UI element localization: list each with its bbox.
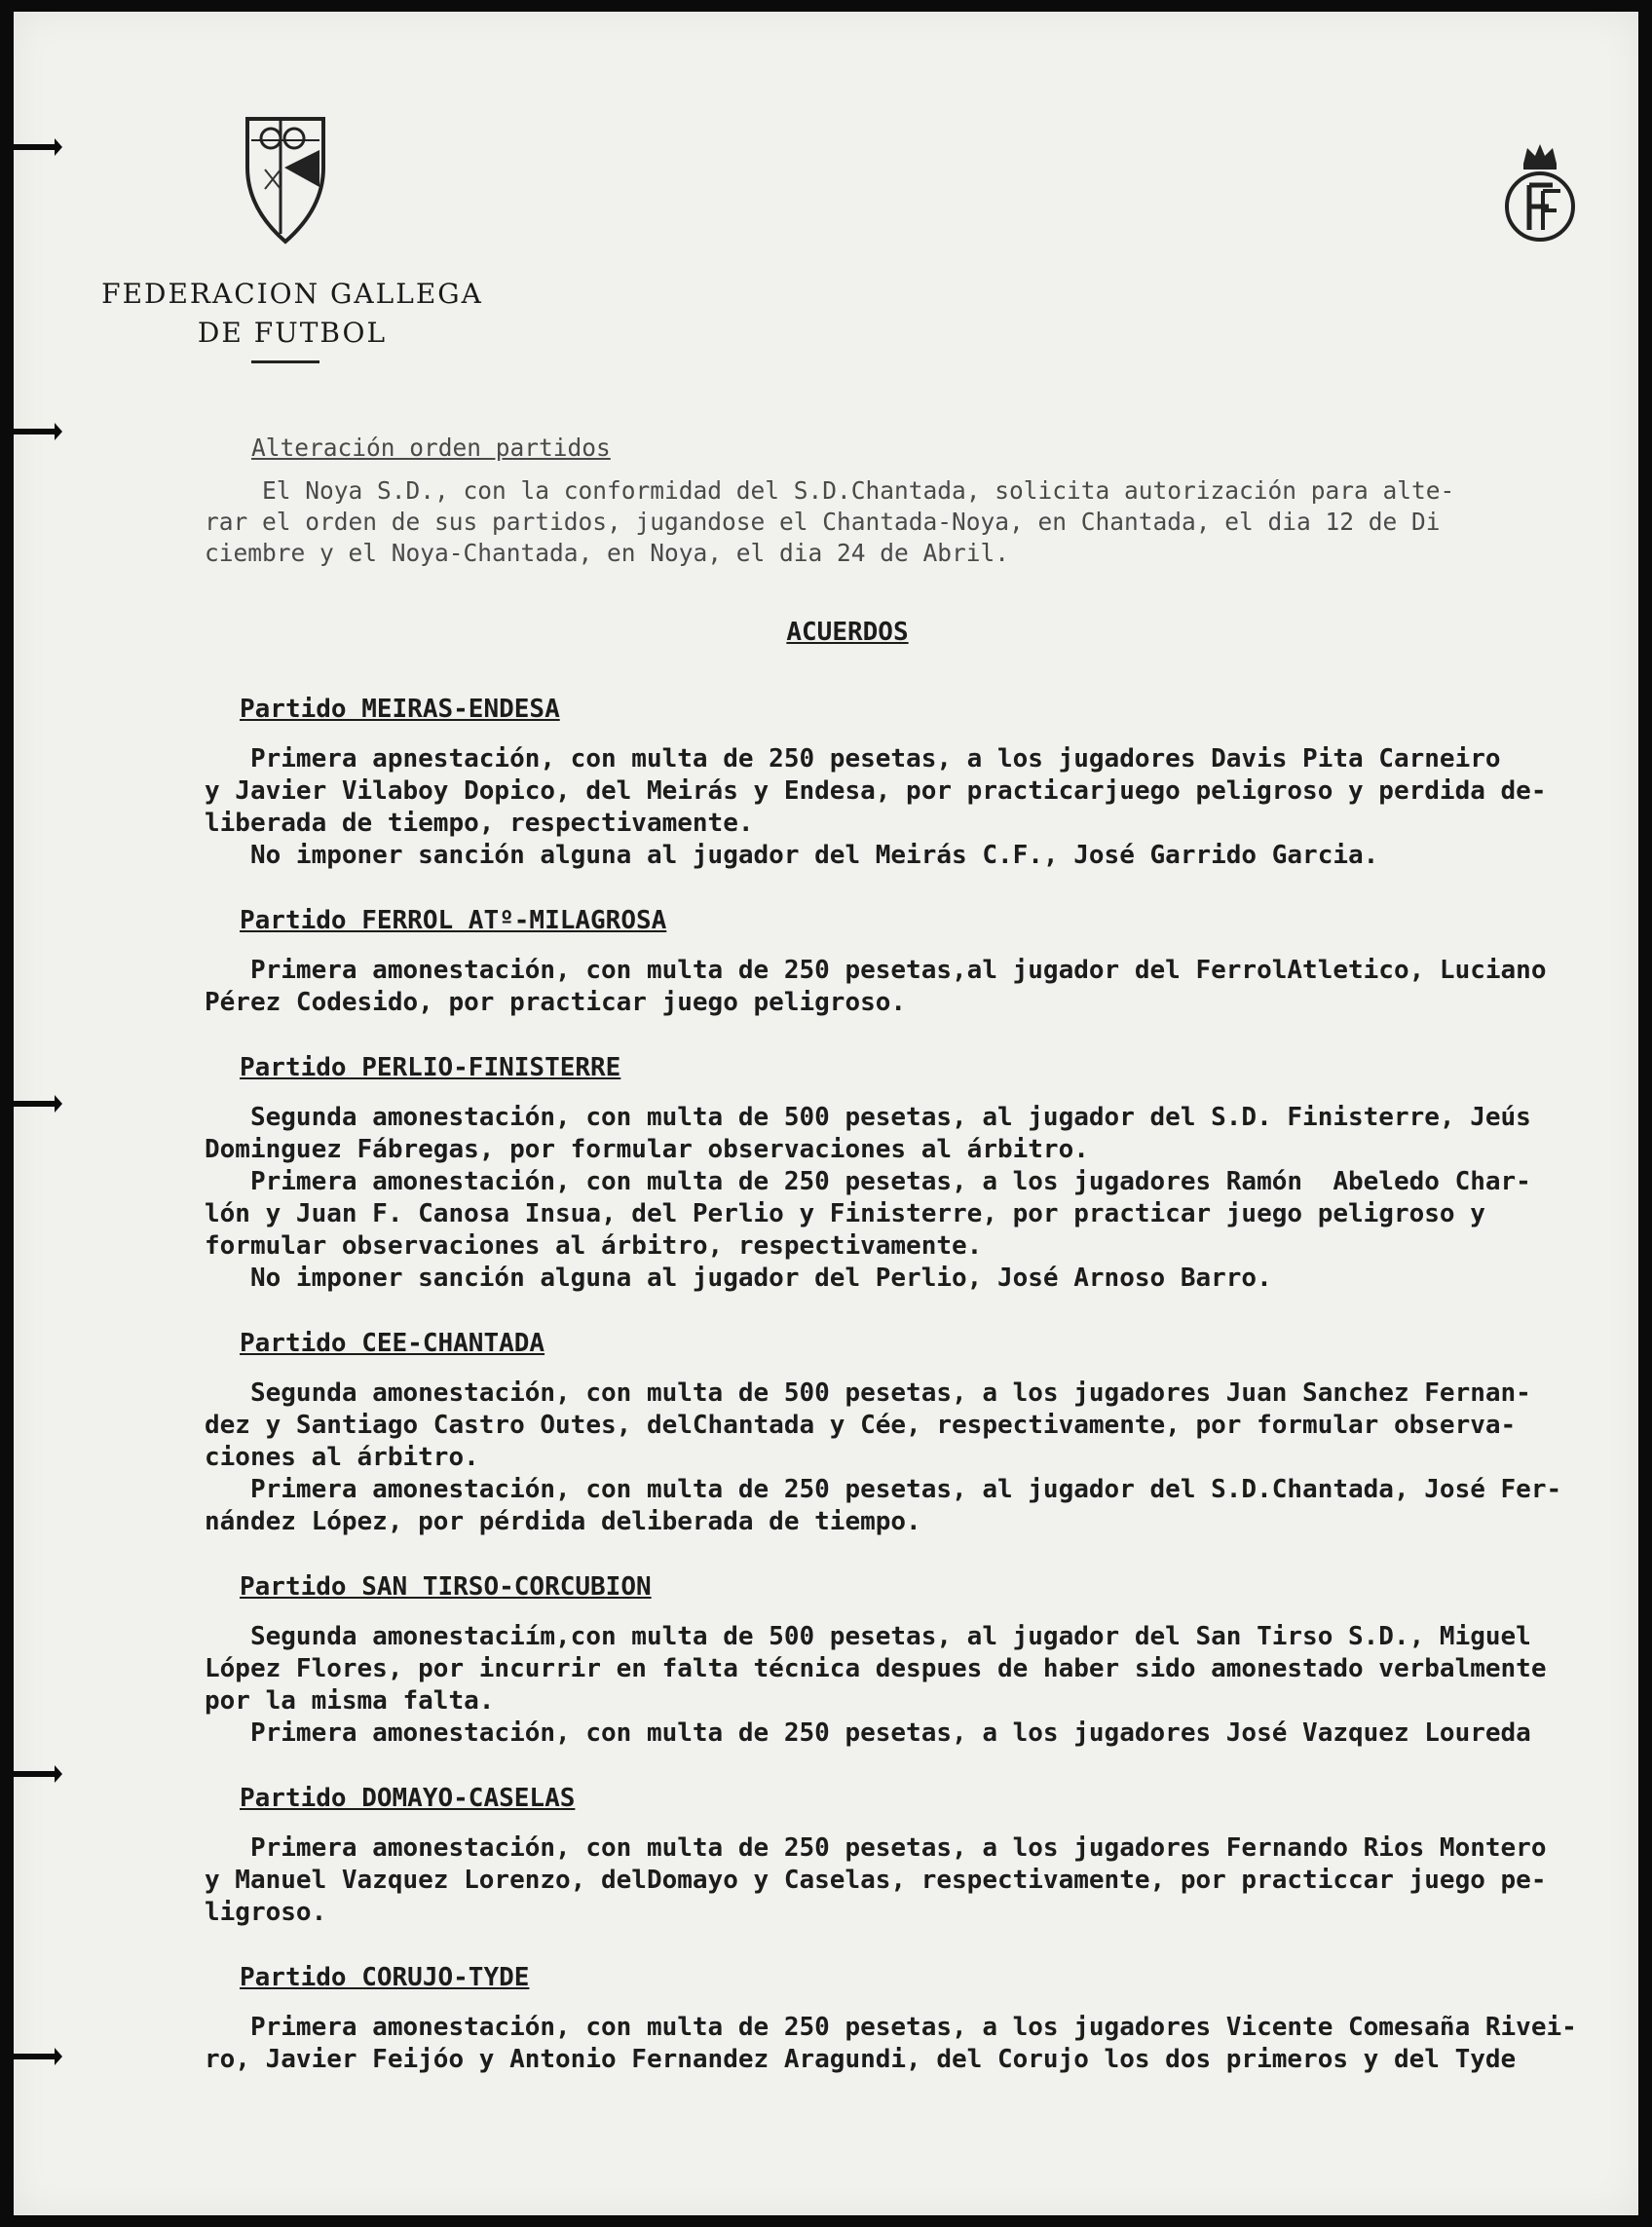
intro-line: rar el orden de sus partidos, jugandose el Chantada-Noya, en Chantada, el dia 12 de Di — [205, 508, 1441, 536]
match-line: nández López, por pérdida deliberada de tiempo. — [205, 1507, 921, 1536]
acuerdos-title: ACUERDOS — [786, 618, 909, 647]
match-line: Segunda amonestación, con multa de 500 pesetas, a los jugadores Juan Sanchez Fernan- — [205, 1378, 1531, 1408]
match-title: Partido SAN TIRSO-CORCUBION — [240, 1572, 652, 1602]
match-line: No imponer sanción alguna al jugador del Meirás C.F., José Garrido Garcia. — [205, 841, 1379, 870]
match-line: dez y Santiago Castro Outes, delChantada y Cée, respectivamente, por formular observa- — [205, 1411, 1517, 1440]
match-line: liberada de tiempo, respectivamente. — [205, 809, 754, 838]
crown-monogram-icon — [1500, 136, 1580, 245]
document-body — [205, 433, 1627, 2109]
match-section — [205, 905, 1627, 1019]
match-title: Partido PERLIO-FINISTERRE — [240, 1053, 621, 1082]
match-section — [205, 1328, 1627, 1538]
match-title: Partido MEIRAS-ENDESA — [240, 695, 560, 724]
binder-hole-mark — [14, 2054, 56, 2059]
match-section — [205, 1962, 1627, 2076]
federation-name-line2: DE FUTBOL — [197, 317, 388, 349]
match-line: López Flores, por incurrir en falta técnica despues de haber sido amonestado verbalmente — [205, 1654, 1547, 1683]
intro-section — [205, 433, 1627, 569]
crest-shield-icon — [242, 111, 329, 247]
federation-name-line1: FEDERACION GALLEGA — [101, 278, 483, 310]
binder-hole-mark — [14, 144, 56, 150]
match-line: Primera apnestación, con multa de 250 pesetas, a los jugadores Davis Pita Carneiro — [205, 744, 1501, 774]
match-line: Primera amonestación, con multa de 250 pesetas, al jugador del S.D.Chantada, José Fer- — [205, 1475, 1562, 1504]
match-section — [205, 1052, 1627, 1295]
intro-line: ciembre y el Noya-Chantada, en Noya, el dia 24 de Abril. — [205, 539, 1010, 567]
match-section — [205, 1571, 1627, 1750]
match-section — [205, 1783, 1627, 1929]
match-title: Partido FERROL ATº-MILAGROSA — [240, 906, 667, 935]
match-line: ligroso. — [205, 1898, 327, 1927]
match-line: y Javier Vilaboy Dopico, del Meirás y Endesa, por practicarjuego peligroso y perdida de- — [205, 776, 1547, 806]
match-line: por la misma falta. — [205, 1686, 495, 1716]
match-title: Partido DOMAYO-CASELAS — [240, 1784, 576, 1813]
header-rule — [251, 360, 319, 363]
document-page — [14, 12, 1638, 2215]
binder-hole-mark — [14, 1101, 56, 1107]
binder-hole-mark — [14, 1771, 56, 1777]
match-line: ro, Javier Feijóo y Antonio Fernandez Aragundi, del Corujo los dos primeros y del Tyde — [205, 2045, 1517, 2074]
match-line: formular observaciones al árbitro, respectivamente. — [205, 1231, 983, 1261]
match-section — [205, 694, 1627, 872]
intro-line: El Noya S.D., con la conformidad del S.D.Chantada, solicita autorización para alte- — [205, 476, 1455, 505]
match-line: No imponer sanción alguna al jugador del Perlio, José Arnoso Barro. — [205, 1264, 1272, 1293]
binder-hole-mark — [14, 429, 56, 434]
match-line: Segunda amonestación, con multa de 500 pesetas, al jugador del S.D. Finisterre, Jeús — [205, 1103, 1531, 1132]
match-title: Partido CEE-CHANTADA — [240, 1329, 545, 1358]
match-line: Primera amonestación, con multa de 250 pesetas,al jugador del FerrolAtletico, Luciano — [205, 956, 1547, 985]
match-line: ciones al árbitro. — [205, 1443, 479, 1472]
intro-heading: Alteración orden partidos — [251, 434, 611, 462]
match-line: Dominguez Fábregas, por formular observaciones al árbitro. — [205, 1135, 1089, 1164]
match-line: Primera amonestación, con multa de 250 pesetas, a los jugadores José Vazquez Loureda — [205, 1718, 1531, 1748]
match-line: lón y Juan F. Canosa Insua, del Perlio y Finisterre, por practicar juego peligroso y — [205, 1199, 1485, 1228]
federation-name — [97, 275, 487, 353]
match-line: Primera amonestación, con multa de 250 pesetas, a los jugadores Vicente Comesaña Rivei- — [205, 2013, 1577, 2042]
match-line: Primera amonestación, con multa de 250 pesetas, a los jugadores Ramón Abeledo Char- — [205, 1167, 1531, 1196]
match-title: Partido CORUJO-TYDE — [240, 1963, 530, 1992]
match-line: y Manuel Vazquez Lorenzo, delDomayo y Caselas, respectivamente, por practiccar juego pe- — [205, 1866, 1547, 1895]
match-line: Pérez Codesido, por practicar juego peligroso. — [205, 988, 907, 1017]
match-line: Segunda amonestaciím,con multa de 500 pesetas, al jugador del San Tirso S.D., Miguel — [205, 1622, 1531, 1651]
match-line: Primera amonestación, con multa de 250 pesetas, a los jugadores Fernando Rios Montero — [205, 1833, 1547, 1863]
